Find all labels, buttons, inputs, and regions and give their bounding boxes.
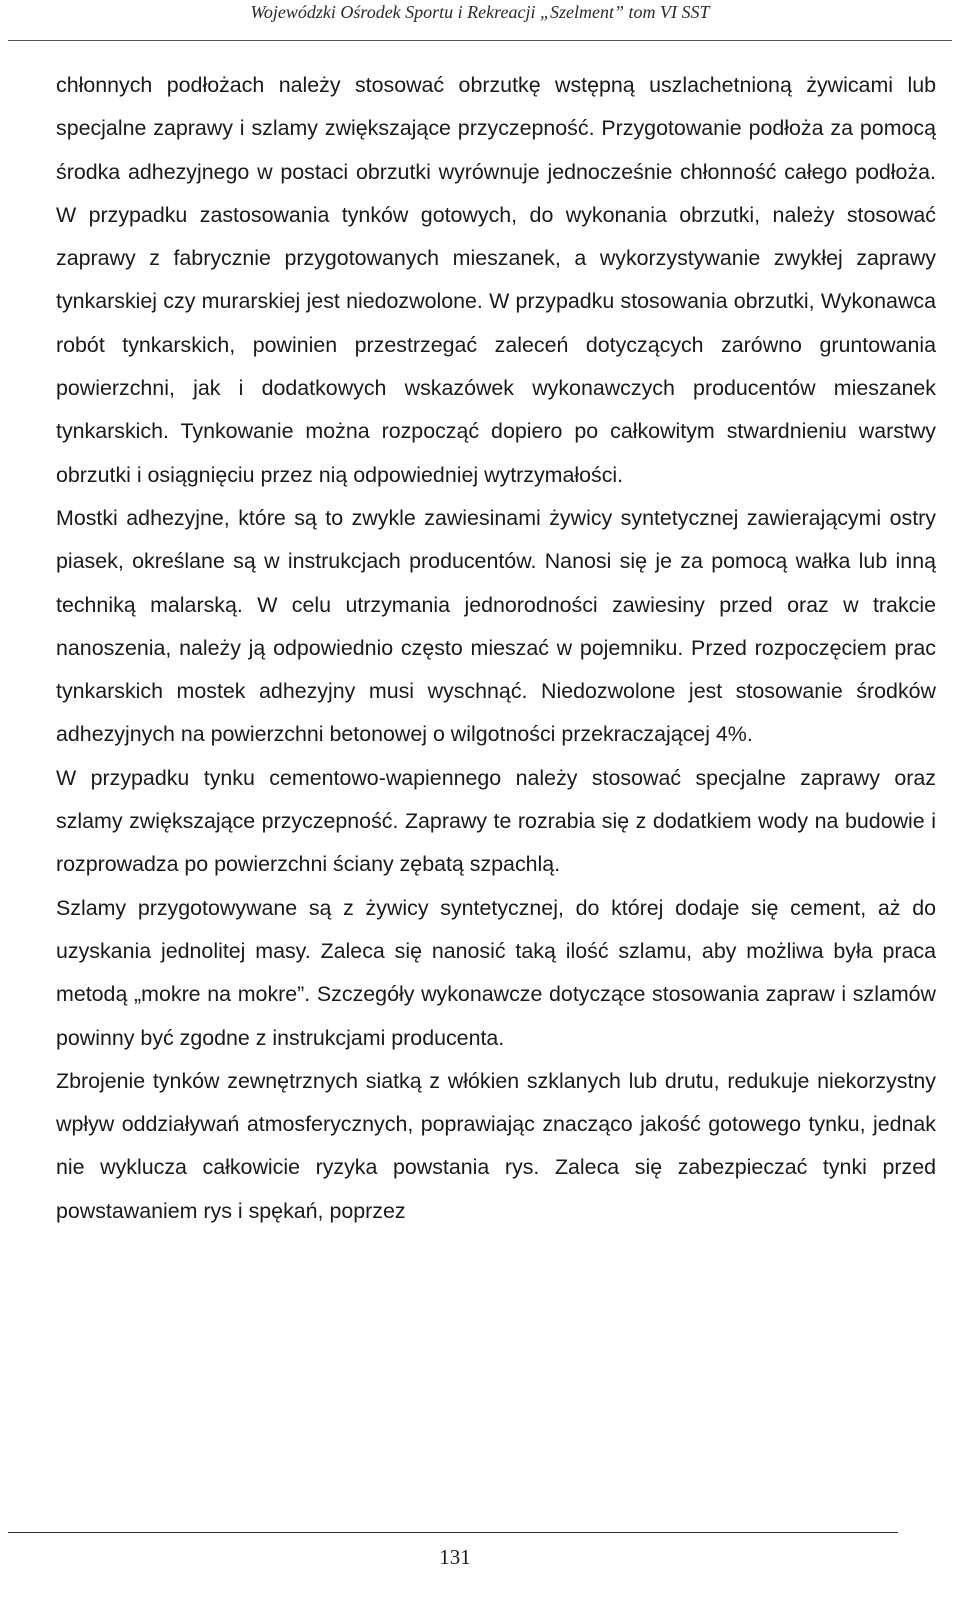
footer-divider bbox=[8, 1532, 898, 1533]
page-number: 131 bbox=[439, 1545, 471, 1569]
paragraph-szlamy: Szlamy przygotowywane są z żywicy syntetycznej, do której dodaje się cement, aż do uzyskania jednolitej masy. Zaleca się nanosić taką ilość szlamu, aby możliwa była praca metodą „mokre na mokre”. Szczegóły wykonawcze dotyczące stosowania zapraw i szlamów powinny być zgodne z instrukcjami producenta. bbox=[56, 895, 936, 1050]
header-divider bbox=[8, 40, 952, 41]
running-header: Wojewódzki Ośrodek Sportu i Rekreacji „Szelment” tom VI SST bbox=[250, 2, 710, 22]
paragraph-mostki-adhezyjne: Mostki adhezyjne, które są to zwykle zawiesinami żywicy syntetycznej zawierającymi ostry piasek, określane są w instrukcjach producentów. Nanosi się je za pomocą wałka lub inną techniką malarską. W celu utrzymania jednorodności zawiesiny przed oraz w trakcie nanoszenia, należy ją odpowiednio często mieszać w pojemniku. Przed rozpoczęciem prac tynkarskich mostek adhezyjny musi wyschnąć. Niedozwolone jest stosowanie środków adhezyjnych na powierzchni betonowej o wilgotności przekraczającej 4%. bbox=[56, 505, 936, 747]
paragraph-obrzutka: chłonnych podłożach należy stosować obrzutkę wstępną uszlachetnioną żywicami lub specjalne zaprawy i szlamy zwiększające przyczepność. Przygotowanie podłoża za pomocą środka adhezyjnego w postaci obrzutki wyrównuje jednocześnie chłonność całego podłoża. W przypadku zastosowania tynków gotowych, do wykonania obrzutki, należy stosować zaprawy z fabrycznie przygotowanych mieszanek, a wykorzystywanie zwykłej zaprawy tynkarskiej czy murarskiej jest niedozwolone. W przypadku stosowania obrzutki, Wykonawca robót tynkarskich, powinien przestrzegać zaleceń dotyczących zarówno gruntowania powierzchni, jak i dodatkowych wskazówek wykonawczych producentów mieszanek tynkarskich. Tynkowanie można rozpocząć dopiero po całkowitym stwardnieniu warstwy obrzutki i osiągnięciu przez nią odpowiedniej wytrzymałości. bbox=[56, 73, 936, 487]
document-body bbox=[56, 64, 936, 1233]
paragraph-tynk-cementowo-wapienny: W przypadku tynku cementowo-wapiennego należy stosować specjalne zaprawy oraz szlamy zwiększające przyczepność. Zaprawy te rozrabia się z dodatkiem wody na budowie i rozprowadza po powierzchni ściany zębatą szpachlą. bbox=[56, 765, 936, 877]
paragraph-zbrojenie-tynkow: Zbrojenie tynków zewnętrznych siatką z włókien szklanych lub drutu, redukuje niekorzystny wpływ oddziaływań atmosferycznych, poprawiając znacząco jakość gotowego tynku, jednak nie wyklucza całkowicie ryzyka powstania rys. Zaleca się zabezpieczać tynki przed powstawaniem rys i spękań, poprzez bbox=[56, 1068, 936, 1223]
